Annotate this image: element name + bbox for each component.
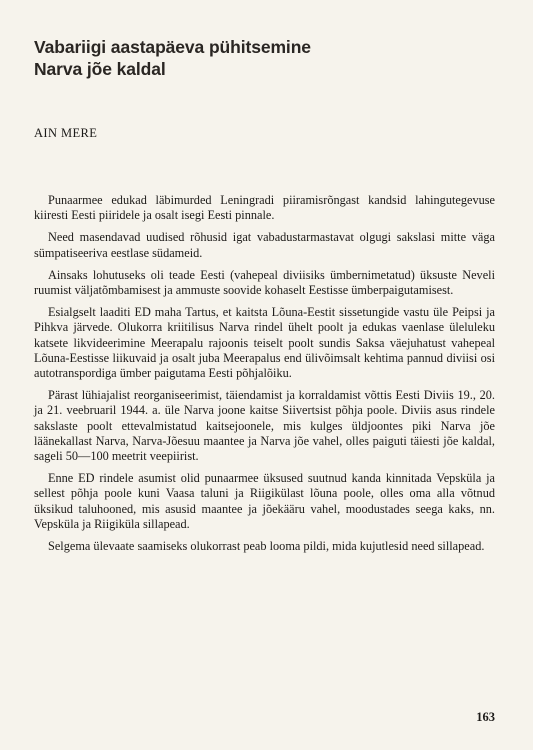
paragraph-6: Enne ED rindele asumist olid punaarmee üksused suutnud kanda kinnitada Vepsküla ja sellest põhja poole kuni Vaasa taluni ja Riigikülast lõuna poole, olles oma alla võtnud üksikud taluhooned, mis asusid maantee ja jõekääru vahel, moodustades seega kaks, nn. Vepsküla ja Riigiküla sillapead. [34, 471, 495, 531]
paragraph-5: Pärast lühiajalist reorganiseerimist, täiendamist ja korraldamist võttis Eesti Diviis 19., 20. ja 21. veebruaril 1944. a. üle Narva joone kaitse Siivertsist põhja poole. Diviis asus rindele sakslaste poolt ettevalmistatud kaitsejoonele, mis kulges üldjoontes piki Narva jõe läänekallast Narva, Narva-Jõesuu maantee ja Narva jõe vahel, olles paiguti täiesti jõe kaldal, sageli 50—100 meetrit veepiirist. [34, 388, 495, 464]
page-number: 163 [476, 710, 495, 724]
article-title-line-1: Vabariigi aastapäeva pühitsemine [34, 37, 311, 57]
article-title [34, 36, 495, 80]
paragraph-1: Punaarmee edukad läbimurded Leningradi piiramisrõngast kandsid lahingutegevuse kiiresti Eesti piiridele ja osalt isegi Eesti pinnale. [34, 193, 495, 223]
paragraph-2: Need masendavad uudised rõhusid igat vabadustarmastavat olgugi sakslasi mitte väga sümpatiseeriva eestlase südameid. [34, 230, 495, 260]
paragraph-3: Ainsaks lohutuseks oli teade Eesti (vahepeal diviisiks ümbernimetatud) üksuste Neveli ruumist väljatõmbamisest ja ammuste soovide kohaselt Eestisse ümberpaigutamisest. [34, 267, 495, 298]
paragraph-4: Esialgselt laaditi ED maha Tartus, et kaitsta Lõuna-Eestit sissetungide vastu üle Peipsi ja Pihkva järvede. Olukorra kriitilisus Narva rindel ühelt poolt ja edukas vaenlase üleluleku katsete likvideerimine Meerapalu rajoonis teiselt poolt sundis Saksa väejuhatust vahepeal Lõuna-Eestisse liikuvaid ja osalt juba Meerapalus end ülivõimsalt kehtima pannud diviisi osi autotranspordiga ümber paigutama Eesti põhjalõiku. [34, 305, 495, 381]
paragraph-7: Selgema ülevaate saamiseks olukorrast peab looma pildi, mida kujutlesid need sillapead. [48, 539, 485, 554]
article-body [34, 193, 495, 554]
article-title-line-2: Narva jõe kaldal [34, 59, 166, 79]
article-author: AIN MERE [34, 126, 98, 140]
